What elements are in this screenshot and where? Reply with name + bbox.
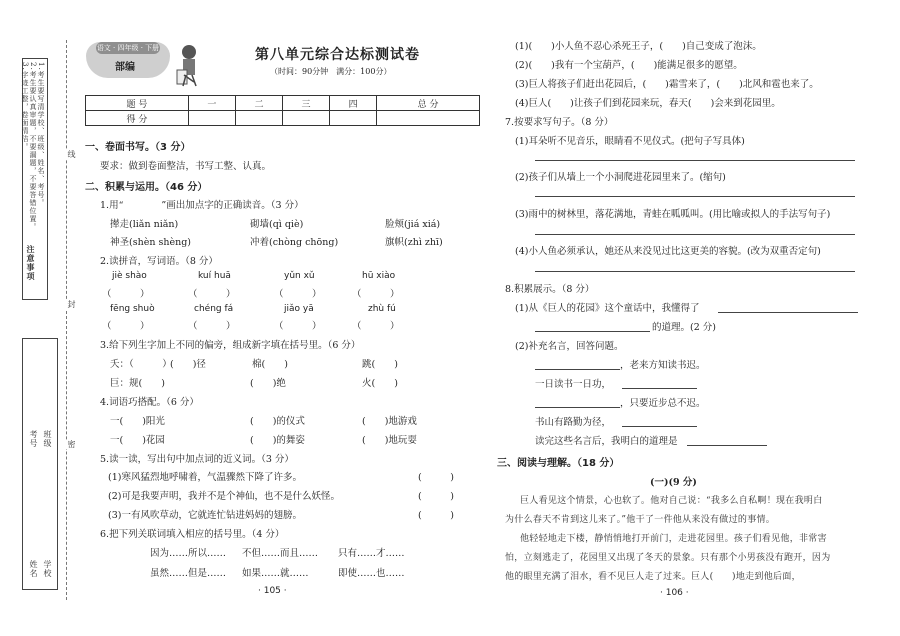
q7-item: (4)小人鱼必须承认，她还从来没见过比这更美的容貌。(改为双重否定句)	[515, 246, 821, 257]
question-6: 6.把下列关联词填入相应的括号里。（4 分）	[100, 529, 285, 540]
pinyin: jiǎo yā	[284, 304, 314, 314]
score-cell[interactable]	[282, 111, 329, 126]
q1-item[interactable]: 冲着(chòng chōng)	[250, 237, 339, 248]
q4-item[interactable]: ( )的仪式	[250, 416, 305, 427]
q8-answer-line[interactable]	[687, 445, 767, 446]
score-cell[interactable]	[235, 111, 282, 126]
q3-item[interactable]: 火( )	[362, 378, 398, 389]
notice-line-1: 1.考生要写清学校、班级、姓名、考号。	[37, 62, 45, 207]
question-7: 7.按要求写句子。（8 分）	[505, 117, 614, 128]
field-name: 姓名	[29, 560, 38, 578]
student-info-box	[22, 338, 58, 590]
section-1-text: 要求：做到卷面整洁，书写工整、认真。	[100, 161, 272, 172]
q4-item[interactable]: 一( )花园	[110, 435, 165, 446]
section-2-title: 二、积累与运用。（46 分）	[85, 182, 208, 193]
pinyin: fēng shuò	[110, 304, 155, 314]
question-2: 2.读拼音，写词语。（8 分）	[100, 256, 218, 267]
q6-item[interactable]: (1)( )小人鱼不忍心杀死王子，( )自己变成了泡沫。	[515, 41, 762, 52]
answer-paren[interactable]: （ ）	[102, 289, 150, 300]
question-5: 5.读一读，写出句中加点词的近义词。（3 分）	[100, 454, 294, 465]
q4-item[interactable]: ( )的舞姿	[250, 435, 305, 446]
question-4: 4.词语巧搭配。（6 分）	[100, 397, 199, 408]
q8-prompt-2: (2)补充名言，回答问题。	[515, 341, 624, 352]
notice-line-2: 2.考生要认真审题，不要漏题，不要答错位置。	[29, 62, 37, 231]
q4-item[interactable]: 一( )阳光	[110, 416, 165, 427]
q4-item[interactable]: ( )地游戏	[362, 416, 417, 427]
score-header-cell: 总 分	[377, 96, 480, 111]
passage-line: 他的眼里充满了泪水，看不见巨人走了过来。巨人( )地走到他后面，	[505, 572, 801, 582]
q1-item[interactable]: 神圣(shèn shèng)	[110, 237, 191, 248]
exam-subtitle: （时间：90分钟 满分：100分）	[270, 67, 392, 76]
q8-answer-line[interactable]	[535, 407, 620, 408]
seal-char-xian: 线	[67, 150, 76, 159]
q1-item[interactable]: 砌墙(qì qiè)	[250, 219, 304, 230]
passage-line: 怕，立刻逃走了，花园里又出现了冬天的景象。只有那个小男孩没有跑开，因为	[505, 553, 831, 563]
q8-answer-line[interactable]	[622, 388, 697, 389]
field-class: 班级	[43, 430, 52, 448]
passage-line: 为什么春天不肯到这儿来了。”他干了一件他从来没有做过的事情。	[505, 515, 776, 525]
page-number-right: · 106 ·	[660, 588, 689, 598]
q8-prompt-1-end: 的道理。(2 分)	[652, 322, 716, 333]
q6-item[interactable]: (3)巨人将孩子们赶出花园后，( )霜雪来了，( )北风和雹也来了。	[515, 79, 819, 90]
score-header-cell: 题 号	[86, 96, 189, 111]
q7-item: (3)雨中的树林里，落花满地，青蛙在呱呱叫。(用比喻或拟人的手法写句子)	[515, 209, 831, 220]
reading-title: (一)(9 分)	[650, 477, 697, 488]
q8-prompt-1: (1)从《巨人的花园》这个童话中，我懂得了	[515, 303, 700, 314]
score-header-cell: 四	[330, 96, 377, 111]
q8-quote: ，只要近步总不迟。	[620, 398, 706, 409]
question-1: 1.用“ ”画出加点字的正确读音。（3 分）	[100, 200, 304, 211]
answer-paren[interactable]: （ ）	[274, 289, 322, 300]
q7-answer-line[interactable]	[535, 196, 855, 197]
pinyin: chéng fá	[194, 304, 234, 314]
answer-paren[interactable]: （ ）	[352, 289, 400, 300]
question-3: 3.给下列生字加上不同的偏旁，组成新字填在括号里。（6 分）	[100, 340, 361, 351]
score-value-row	[86, 111, 480, 126]
q3-item[interactable]: 夭：（ ）	[110, 359, 172, 370]
notice-title: 注意事项	[26, 245, 36, 281]
score-header-cell: 三	[282, 96, 329, 111]
score-header-cell: 一	[188, 96, 235, 111]
q5-item: (2)可是我要声明，我并不是个神仙，也不是什么妖怪。	[108, 491, 340, 502]
score-cell[interactable]	[330, 111, 377, 126]
answer-paren[interactable]: （ ）	[188, 289, 236, 300]
answer-paren[interactable]: （ ）	[352, 321, 400, 332]
score-table	[85, 95, 480, 126]
conjunction: 如果……就……	[242, 568, 309, 579]
q3-item[interactable]: 棉( )	[252, 359, 288, 370]
exam-title: 第八单元综合达标测试卷	[255, 47, 420, 63]
score-cell[interactable]	[188, 111, 235, 126]
pinyin: yǔn xǔ	[284, 271, 315, 281]
mascot-icon	[174, 42, 204, 88]
pinyin: zhù fú	[368, 304, 396, 314]
passage-line: 他轻轻地走下楼，静悄悄地打开前门，走进花园里。孩子们看见他，非常害	[520, 534, 827, 544]
seal-char-mi: 密	[67, 440, 76, 449]
q1-item[interactable]: 旗帜(zhì zhī)	[385, 237, 443, 248]
q1-item[interactable]: 脸颊(jiá xiá)	[385, 219, 441, 230]
q3-item[interactable]: 巨：规( )	[110, 378, 165, 389]
cut-line	[66, 40, 67, 600]
answer-paren[interactable]: （ ）	[274, 321, 322, 332]
conjunction: 即使……也……	[338, 568, 405, 579]
q3-item[interactable]: ( )径	[170, 359, 206, 370]
q8-answer-line[interactable]	[535, 331, 650, 332]
conjunction: 因为……所以……	[150, 548, 227, 559]
question-8: 8.积累展示。（8 分）	[505, 284, 595, 295]
q7-item: (1)耳朵听不见音乐，眼睛看不见仪式。(把句子写具体)	[515, 136, 745, 147]
q7-answer-line[interactable]	[535, 234, 855, 235]
q5-item: (3)一有风吹草动，它就连忙钻进妈妈的翅膀。	[108, 510, 302, 521]
score-row-label: 得 分	[86, 111, 189, 126]
notice-line-3: 3.字迹工整，卷面清洁。	[21, 62, 29, 151]
q3-item[interactable]: 跳( )	[362, 359, 398, 370]
pinyin: hū xiào	[362, 271, 396, 281]
q3-item[interactable]: ( )绝	[250, 378, 286, 389]
field-number: 考号	[29, 430, 38, 448]
q8-conclusion: 读完这些名言后，我明白的道理是	[535, 436, 678, 447]
score-header-cell: 二	[235, 96, 282, 111]
q6-item[interactable]: (4)巨人( )让孩子们到花园来玩，春天( )会来到花园里。	[515, 98, 781, 109]
conjunction: 只有……才……	[338, 548, 405, 559]
q7-item: (2)孩子们从墙上一个小洞爬进花园里来了。(缩句)	[515, 172, 726, 183]
passage-line: 巨人看见这个情景，心也软了。他对自己说：“我多么自私啊！现在我明白	[520, 496, 823, 506]
q8-answer-line[interactable]	[535, 369, 620, 370]
pinyin: jiè shào	[112, 271, 147, 281]
q5-item: (1)寒风猛烈地呼啸着，气温骤然下降了许多。	[108, 472, 302, 483]
field-school: 学校	[43, 560, 52, 578]
section-3-title: 三、阅读与理解。（18 分）	[497, 458, 620, 469]
q4-item[interactable]: ( )地玩耍	[362, 435, 417, 446]
answer-paren[interactable]: （ ）	[102, 321, 150, 332]
q5-answer[interactable]: ( )	[418, 472, 454, 483]
q6-item[interactable]: (2)( )我有一个宝葫芦，( )能满足很多的愿望。	[515, 60, 743, 71]
q5-answer[interactable]: ( )	[418, 491, 454, 502]
edition-label: 部编	[115, 62, 135, 73]
q7-answer-line[interactable]	[535, 271, 855, 272]
score-cell[interactable]	[377, 111, 480, 126]
q8-quote: 书山有路勤为径，	[535, 417, 612, 428]
seal-char-feng: 封	[67, 300, 76, 309]
pinyin: kuí huā	[198, 271, 231, 281]
conjunction: 虽然……但是……	[150, 568, 227, 579]
binding-margin	[0, 0, 78, 636]
grade-badge-top: 语文 · 四年级 · 下册	[96, 44, 160, 52]
q8-answer-line[interactable]	[622, 426, 697, 427]
q5-answer[interactable]: ( )	[418, 510, 454, 521]
q7-answer-line[interactable]	[535, 160, 855, 161]
conjunction: 不但……而且……	[242, 548, 319, 559]
q8-answer-line[interactable]	[718, 312, 858, 313]
answer-paren[interactable]: （ ）	[188, 321, 236, 332]
q1-item[interactable]: 撵走(liǎn niǎn)	[110, 219, 179, 230]
score-header-row	[86, 96, 480, 111]
q8-quote: ，老来方知读书迟。	[620, 360, 706, 371]
page-number-left: · 105 ·	[258, 586, 287, 596]
section-1-title: 一、卷面书写。（3 分）	[85, 142, 191, 153]
q8-quote: 一日读书一日功，	[535, 379, 612, 390]
